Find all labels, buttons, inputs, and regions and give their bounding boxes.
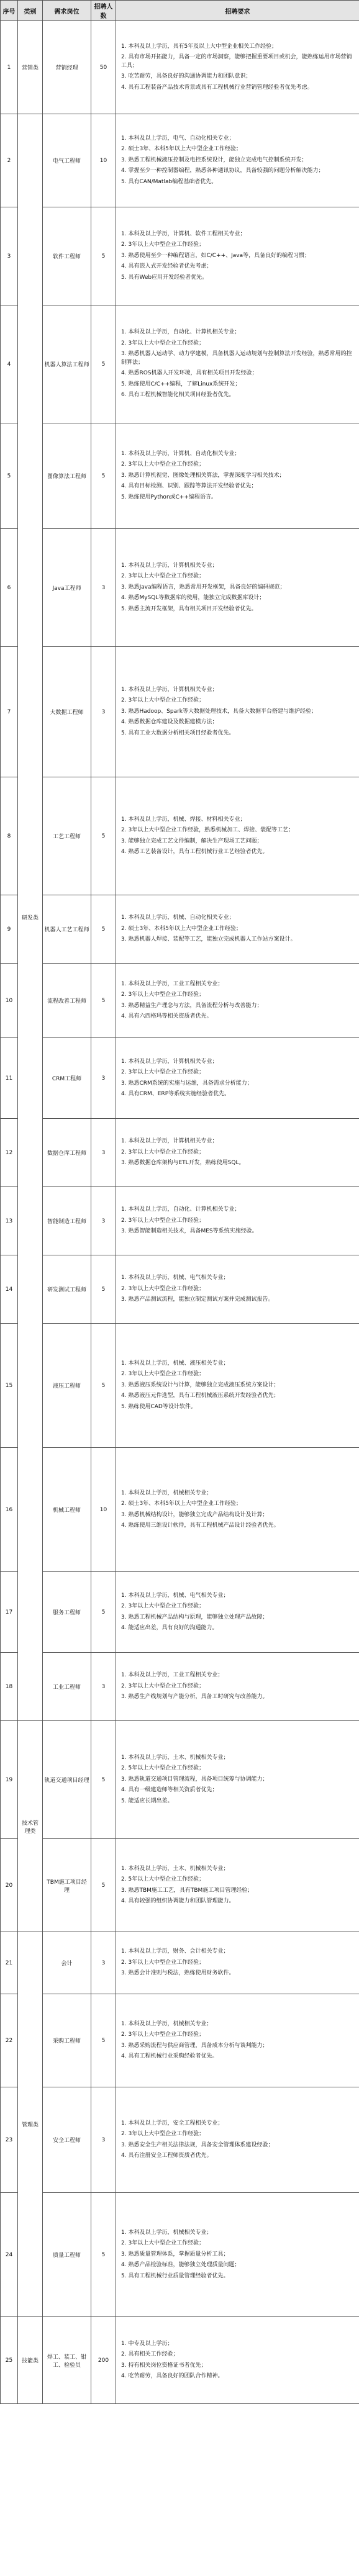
row-position: CRM工程师 [43,1038,91,1119]
row-index: 16 [1,1448,18,1572]
requirement-item: 3. 能够独立完成工艺文件编制，解决生产现场工艺问题； [121,838,263,844]
row-headcount: 5 [91,1324,116,1448]
row-position: 研发测试工程师 [43,1255,91,1324]
row-category: 技能类 [18,2317,43,2404]
requirement-item: 3. 熟悉Hadoop、Spark等大数据处理技术，具备大数据平台搭建与维护经验； [121,708,317,715]
row-position: 液压工程师 [43,1324,91,1448]
row-index: 14 [1,1255,18,1324]
requirement-item: 3. 熟悉生产线规划与产能分析，具备工时研究与改善能力。 [121,1694,268,1701]
row-headcount: 5 [91,895,116,964]
requirement-item: 1. 本科及以上学历，机械、自动化相关专业； [121,915,235,921]
row-requirements [116,1038,359,1119]
requirement-item: 1. 本科及以上学历，机械相关专业； [121,2020,212,2027]
row-requirements [116,1324,359,1448]
row-position: Java工程师 [43,529,91,647]
requirement-item: 4. 具有较强的组织协调能力和团队管理能力。 [121,1898,235,1904]
requirement-item: 2. 3年以上大中型企业工作经验； [121,1371,205,1378]
requirement-item: 3. 熟悉安全生产相关法律法规，具备安全管理体系建设经验； [121,2141,274,2148]
row-position: 营销经理 [43,21,91,114]
table-body [1,21,359,2404]
requirement-item: 4. 吃苦耐劳，具备良好的团队合作精神。 [121,2373,224,2379]
table-row [1,1572,359,1653]
row-position: 工艺工程师 [43,777,91,895]
row-index: 17 [1,1572,18,1653]
requirement-item: 4. 具有注册安全工程师资质者优先。 [121,2153,212,2159]
row-requirements [116,114,359,207]
requirement-item: 4. 具有工程装备产品技术背景或具有工程机械行业营销管理经验者优先考虑。 [121,84,313,91]
row-index: 18 [1,1653,18,1721]
row-position: 软件工程师 [43,207,91,305]
requirement-item: 2. 3年以上大中型企业工作经验； [121,2131,205,2137]
requirement-item: 3. 持有相关岗位资格证书者优先； [121,2362,207,2369]
row-headcount: 5 [91,1839,116,1932]
requirement-item: 4. 具有一级建造师等相关资质者优先； [121,1787,218,1794]
requirement-item: 4. 掌握至少一种控制器编程，熟悉各种通讯协议，具备较强的问题分析解决能力； [121,168,324,174]
row-position: 大数据工程师 [43,647,91,777]
requirement-item: 2. 3年以上大中型企业工作经验； [121,573,205,580]
row-headcount: 3 [91,1119,116,1187]
row-position: 焊工、装工、钳工、检验员 [43,2317,91,2404]
table-row [1,1187,359,1255]
row-requirements [116,964,359,1038]
row-position: 轨道交通项目经理 [43,1721,91,1839]
requirement-item: 3. 熟悉TBM施工工艺，具有TBM施工项目管理经验； [121,1887,253,1894]
row-headcount: 3 [91,1653,116,1721]
table-row [1,1994,359,2087]
requirement-item: 2. 3年以上大中型企业工作经验； [121,1069,205,1075]
requirement-item: 1. 本科及以上学历，计算机相关专业； [121,1058,218,1065]
requirement-item: 5. 能适应长期出差。 [121,1797,173,1804]
row-requirements [116,2193,359,2317]
requirement-item: 5. 熟练使用CAD等设计软件。 [121,1403,196,1410]
table-row [1,1653,359,1721]
requirement-item: 4. 具有CRM、ERP等系统实施经验者优先。 [121,1091,230,1097]
requirement-item: 1. 本科及以上学历，计算机、自动化相关专业； [121,450,240,457]
requirement-item: 3. 熟悉计算机视觉、图像处理相关算法，掌握深度学习相关技术； [121,472,285,479]
requirement-item: 2. 3年以上大中型企业工作经验； [121,461,205,468]
table-row [1,1932,359,1994]
row-index: 13 [1,1187,18,1255]
row-index: 22 [1,1994,18,2087]
row-category: 技术管理类 [18,1721,43,1932]
table-row [1,647,359,777]
requirement-item: 3. 熟悉Java编程语言，熟悉常用开发框架，具备良好的编码规范； [121,584,286,590]
requirement-item: 4. 熟悉产品检验标准，能够独立处理质量问题； [121,2262,240,2269]
requirement-item: 1. 本科及以上学历，机械、电气相关专业； [121,1592,229,1599]
requirement-item: 1. 本科及以上学历，土木、机械相关专业； [121,1865,229,1872]
row-requirements [116,21,359,114]
requirement-item: 4. 具有工程机械行业采购经验者优先。 [121,2053,218,2059]
requirement-item: 3. 熟悉产品测试流程，能独立制定测试方案并完成测试报告。 [121,1296,274,1303]
row-headcount: 5 [91,305,116,423]
requirement-item: 1. 本科及以上学历，工业工程相关专业； [121,980,224,987]
requirement-item: 3. 吃苦耐劳，具备良好的沟通协调能力和团队意识； [121,73,252,80]
row-headcount: 3 [91,1932,116,1994]
row-headcount: 3 [91,2087,116,2193]
row-position: 数据仓库工程师 [43,1119,91,1187]
table-row [1,1038,359,1119]
row-headcount: 10 [91,1448,116,1572]
table-row [1,1255,359,1324]
row-index: 25 [1,2317,18,2404]
requirement-item: 3. 熟悉智能制造相关技术，具备MES等系统实施经验。 [121,1228,258,1235]
row-position: 工业工程师 [43,1653,91,1721]
row-index: 15 [1,1324,18,1448]
requirement-item: 3. 熟悉机器人焊接、装配等工艺，能独立完成机器人工作站方案设计。 [121,936,296,943]
row-index: 12 [1,1119,18,1187]
requirement-item: 2. 3年以上大中型企业工作经验； [121,242,205,248]
requirement-item: 1. 本科及以上学历，具有5年及以上大中型企业相关工作经验； [121,43,278,50]
requirement-item: 4. 具有目标检测、识别、跟踪等算法开发经验者优先； [121,483,257,490]
row-requirements [116,777,359,895]
row-headcount: 5 [91,207,116,305]
row-requirements [116,529,359,647]
requirement-item: 3. 熟悉CRM系统的实施与运维，具备需求分析能力； [121,1080,253,1087]
row-requirements [116,1653,359,1721]
row-headcount: 5 [91,1721,116,1839]
row-headcount: 5 [91,777,116,895]
row-position: TBM施工项目经理 [43,1839,91,1932]
row-headcount: 5 [91,2193,116,2317]
requirement-item: 3. 熟悉工程机械产品结构与原理，能够独立处理产品故障； [121,1614,268,1620]
row-index: 6 [1,529,18,647]
table-row [1,529,359,647]
row-requirements [116,1187,359,1255]
requirement-item: 1. 本科及以上学历，自动化、计算机相关专业； [121,1206,240,1213]
row-requirements [116,895,359,964]
row-index: 11 [1,1038,18,1119]
row-category: 研发类 [18,114,43,1721]
requirement-item: 1. 本科及以上学历，计算机相关专业； [121,686,218,693]
table-row [1,305,359,423]
requirement-item: 1. 本科及以上学历，机械相关专业； [121,2229,212,2236]
table-row [1,2317,359,2404]
requirement-item: 4. 熟悉ROS机器人开发环境，具有相关项目开发经验； [121,370,258,377]
requirement-item: 2. 3年以上大中型企业工作经验； [121,2031,205,2038]
requirement-item: 2. 硕士3年、本科5年以上大中型企业工作经验； [121,925,242,932]
requirement-item: 5. 具有工业大数据分析相关项目经验者优先。 [121,730,235,736]
requirement-item: 2. 3年以上大中型企业工作经验，熟悉机械加工、焊接、装配等工艺； [121,827,294,833]
row-index: 2 [1,114,18,207]
requirement-item: 5. 具有工程机械行业质量管理经验者优先。 [121,2272,229,2279]
row-position: 安全工程师 [43,2087,91,2193]
row-requirements [116,1119,359,1187]
requirement-item: 1. 本科及以上学历，安全工程相关专业； [121,2120,224,2126]
requirement-item: 2. 3年以上大中型企业工作经验； [121,2240,205,2247]
requirement-item: 3. 熟悉使用至少一种编程语言，如C/C++、Java等，具备良好的编程习惯； [121,252,311,259]
requirement-item: 2. 3年以上大中型企业工作经验； [121,992,205,998]
row-index: 23 [1,2087,18,2193]
header-requirements: 招聘要求 [116,1,359,21]
row-headcount: 3 [91,1038,116,1119]
requirement-item: 1. 本科及以上学历，机械相关专业； [121,1489,212,1496]
row-requirements [116,1572,359,1653]
row-requirements [116,1448,359,1572]
requirement-item: 2. 3年以上大中型企业工作经验； [121,1683,205,1689]
row-index: 21 [1,1932,18,1994]
row-headcount: 3 [91,1187,116,1255]
table-row [1,1839,359,1932]
requirement-item: 3. 熟悉会计准则与税法，熟练使用财务软件。 [121,1970,235,1977]
row-position: 机器人工艺工程师 [43,895,91,964]
row-index: 10 [1,964,18,1038]
row-requirements [116,2087,359,2193]
requirement-item: 3. 熟悉采购流程与供应商管理，具备成本分析与谈判能力； [121,2042,268,2049]
table-header [1,1,359,21]
row-index: 7 [1,647,18,777]
table-row [1,2087,359,2193]
requirement-item: 1. 本科及以上学历，电气、自动化相关专业； [121,135,235,142]
row-requirements [116,2317,359,2404]
header-position: 需求岗位 [43,1,91,21]
row-headcount: 10 [91,114,116,207]
row-position: 机器人算法工程师 [43,305,91,423]
row-position: 图像算法工程师 [43,423,91,529]
header-headcount: 招聘人数 [91,1,116,21]
table-row [1,1721,359,1839]
row-requirements [116,423,359,529]
requirement-item: 1. 本科及以上学历，土木、机械相关专业； [121,1754,229,1761]
requirement-item: 2. 硕士3年、本科5年以上大中型企业工作经验； [121,1501,242,1507]
requirement-item: 1. 本科及以上学历，机械、焊接、材料相关专业； [121,816,246,823]
row-headcount: 5 [91,423,116,529]
requirement-item: 1. 本科及以上学历，计算机相关专业； [121,1138,218,1145]
requirement-item: 1. 本科及以上学历，计算机相关专业； [121,562,218,569]
table-row [1,207,359,305]
table-row [1,1448,359,1572]
requirement-item: 2. 硕士3年、本科5年以上大中型企业工作经验； [121,146,242,153]
row-requirements [116,207,359,305]
row-category: 营销类 [18,21,43,114]
header-category: 类别 [18,1,43,21]
row-requirements [116,305,359,423]
requirement-item: 5. 熟练使用C/C++编程，了解Linux系统开发； [121,381,241,387]
table-row [1,2193,359,2317]
row-index: 9 [1,895,18,964]
requirement-item: 1. 本科及以上学历，工业工程相关专业； [121,1672,224,1679]
requirement-item: 2. 3年以上大中型企业工作经验； [121,1285,205,1292]
requirement-item: 3. 熟悉工程机械液压控制及电控系统设计，能独立完成电气控制系统开发； [121,156,307,163]
row-headcount: 5 [91,1255,116,1324]
table-row [1,423,359,529]
requirement-item: 5. 具有CAN/Matlab编程基础者优先。 [121,178,217,185]
table-row [1,21,359,114]
row-position: 会计 [43,1932,91,1994]
requirement-item: 2. 3年以上大中型企业工作经验； [121,1149,205,1155]
row-requirements [116,1932,359,1994]
row-position: 质量工程师 [43,2193,91,2317]
table-row [1,1324,359,1448]
requirement-item: 4. 熟练使用三维设计软件，具有工程机械产品设计经验者优先。 [121,1522,279,1529]
row-requirements [116,1255,359,1324]
row-index: 3 [1,207,18,305]
requirement-item: 2. 3年以上大中型企业工作经验； [121,340,205,346]
requirement-item: 3. 熟悉数据仓库架构与ETL开发，熟练使用SQL。 [121,1160,245,1167]
table-row [1,114,359,207]
table-row [1,777,359,895]
row-position: 电气工程师 [43,114,91,207]
requirement-item: 3. 熟悉轨道交通项目管理流程，具备项目统筹与协调能力； [121,1776,268,1783]
requirement-item: 5. 熟练使用Python或C++编程语言。 [121,494,217,500]
requirement-item: 1. 中专及以上学历； [121,2340,173,2347]
row-headcount: 5 [91,1994,116,2087]
requirement-item: 1. 本科及以上学历，财务、会计相关专业； [121,1948,229,1955]
row-position: 智能制造工程师 [43,1187,91,1255]
row-requirements [116,1721,359,1839]
requirement-item: 3. 熟悉机械结构设计，能够独立完成产品结构设计及计算； [121,1511,268,1518]
row-requirements [116,1839,359,1932]
requirement-item: 3. 熟悉机器人运动学、动力学建模，具备机器人运动规划与控制算法开发经验，熟悉常用的控制算法； [121,351,352,366]
requirement-item: 2. 3年以上大中型企业工作经验； [121,1603,205,1609]
row-index: 19 [1,1721,18,1839]
requirement-item: 2. 3年以上大中型企业工作经验； [121,1959,205,1966]
requirement-item: 4. 熟悉数据仓库建设及数据建模方法； [121,719,218,726]
row-position: 流程改善工程师 [43,964,91,1038]
requirement-item: 1. 本科及以上学历，自动化、计算机相关专业； [121,329,240,336]
requirement-item: 2. 5年以上大中型企业工作经验； [121,1765,205,1772]
requirement-item: 4. 具有六西格玛等相关资质者优先。 [121,1013,212,1019]
row-position: 服务工程师 [43,1572,91,1653]
row-headcount: 200 [91,2317,116,2404]
requirement-item: 2. 具有市场开拓能力，具备一定的市场洞察，能够把握重要项目或机会，能熟练运用市场营销工具； [121,54,352,69]
row-category: 管理类 [18,1932,43,2317]
requirement-item: 1. 本科及以上学历，机械、液压相关专业； [121,1360,229,1367]
requirement-item: 4. 能适应出差，具有良好的沟通能力。 [121,1625,218,1631]
requirement-item: 3. 熟悉质量管理体系，掌握质量分析工具； [121,2251,229,2257]
row-index: 8 [1,777,18,895]
row-requirements [116,1994,359,2087]
row-headcount: 3 [91,529,116,647]
row-index: 1 [1,21,18,114]
row-index: 24 [1,2193,18,2317]
table-row [1,895,359,964]
requirement-item: 1. 本科及以上学历，机械、电气相关专业； [121,1275,229,1281]
header-row [1,1,359,21]
row-index: 4 [1,305,18,423]
table-row [1,964,359,1038]
table-row [1,1119,359,1187]
requirement-item: 6. 具有工程机械智能化相关项目经验者优先。 [121,392,235,399]
requirement-item: 3. 熟悉液压系统设计与计算，能够独立完成液压系统方案设计； [121,1381,279,1388]
requirement-item: 3. 熟悉精益生产理念与方法，具备流程分析与改善能力； [121,1002,263,1009]
row-position: 机械工程师 [43,1448,91,1572]
row-headcount: 3 [91,647,116,777]
requirement-item: 2. 3年以上大中型企业工作经验； [121,697,205,704]
requirement-item: 2. 5年以上大中型企业工作经验； [121,1876,205,1882]
requirement-item: 5. 具有Web应用开发经验者优先。 [121,274,208,281]
requirement-item: 1. 本科及以上学历，计算机、软件工程相关专业； [121,230,246,237]
requirement-item: 4. 具有嵌入式开发经验者优先考虑； [121,263,212,270]
requirement-item: 4. 熟悉液压元件选型，具有工程机械液压系统开发经验者优先； [121,1393,279,1399]
row-headcount: 5 [91,964,116,1038]
row-index: 5 [1,423,18,529]
row-position: 采购工程师 [43,1994,91,2087]
row-headcount: 50 [91,21,116,114]
row-requirements [116,647,359,777]
requirement-item: 2. 具有相关工作经验； [121,2351,179,2357]
row-index: 20 [1,1839,18,1932]
header-index: 序号 [1,1,18,21]
requirement-item: 2. 3年以上大中型企业工作经验； [121,1217,205,1224]
requirement-item: 5. 熟悉主流开发框架，具有相关项目开发经验者优先。 [121,605,257,612]
requirement-item: 4. 熟悉工艺装备设计，具有工程机械行业工艺经验者优先。 [121,849,268,855]
row-headcount: 5 [91,1572,116,1653]
requirement-item: 4. 熟悉MySQL等数据库的使用，能独立完成数据库设计； [121,595,265,602]
